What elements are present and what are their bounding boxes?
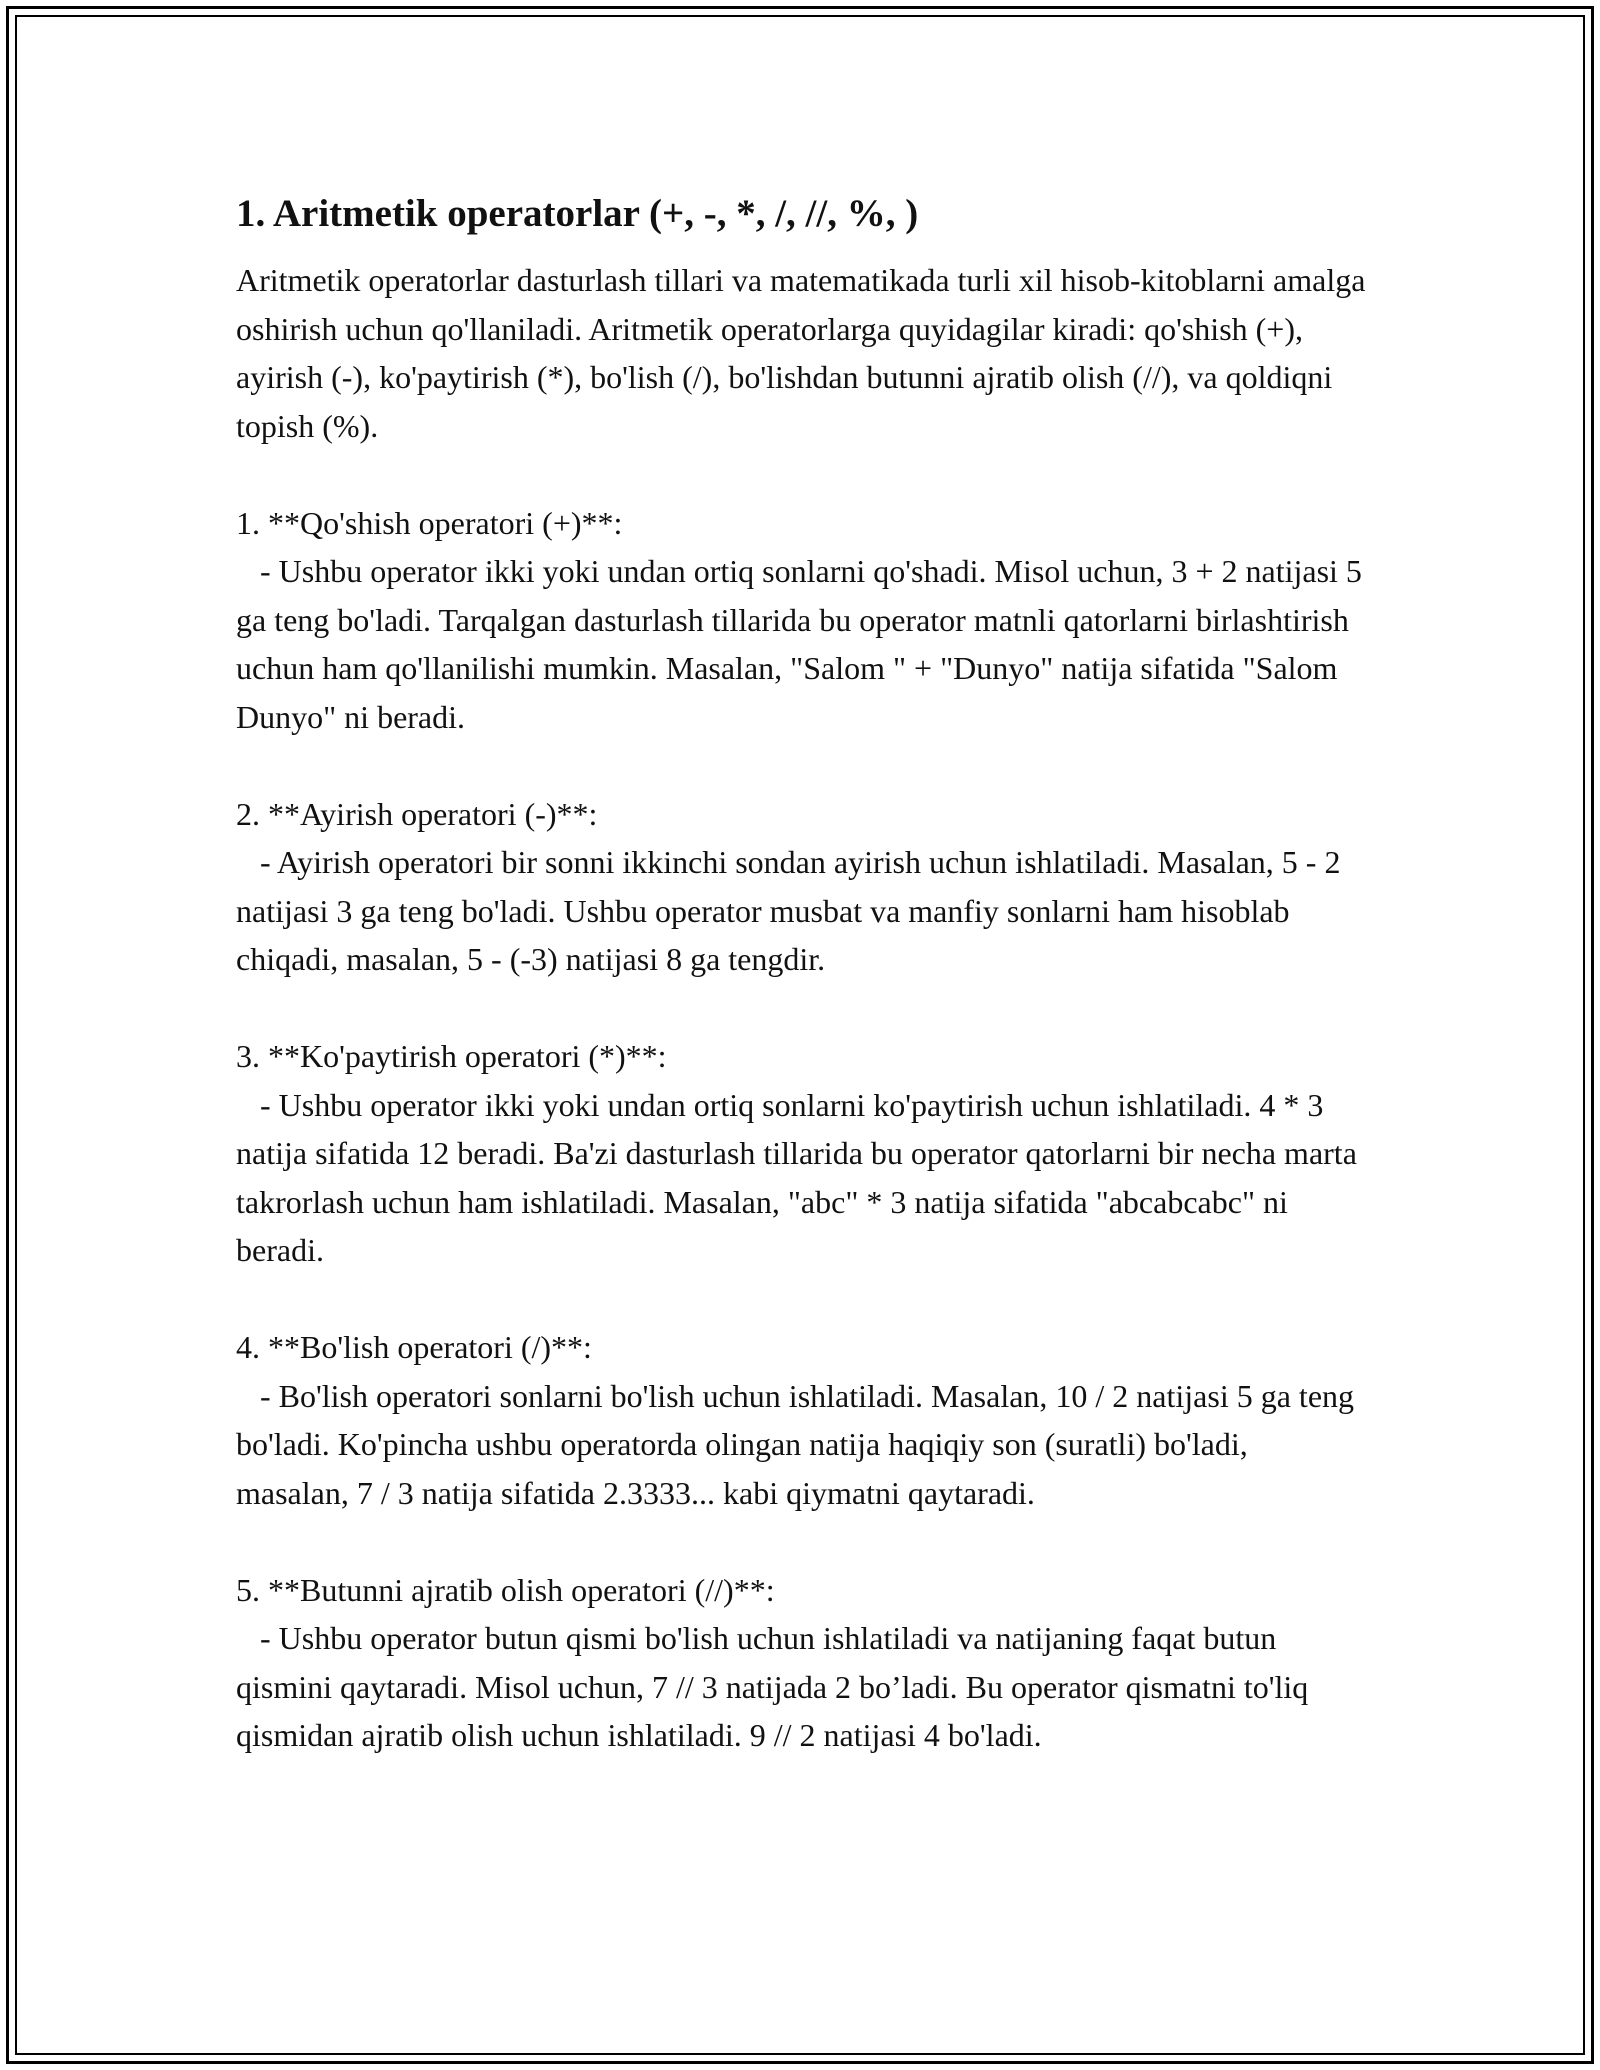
section-body: - Ushbu operator ikki yoki undan ortiq sonlarni qo'shadi. Misol uchun, 3 + 2 natijasi 5 ga teng bo'ladi. Tarqalgan dasturlash tillarida bu operator matnli qatorlarni birlashtirish uchun ham qo'llanilishi mumkin. Masalan, "Salom " + "Dunyo" natija sifatida "Salom Dunyo" ni beradi. — [236, 553, 1370, 735]
document-title: 1. Aritmetik operatorlar (+, -, *, /, //, %, ) — [236, 192, 919, 235]
section-title: 5. **Butunni ajratib olish operatori (//)**: — [236, 1571, 775, 1608]
section-floor-division — [236, 1566, 1366, 1760]
section-title: 1. **Qo'shish operatori (+)**: — [236, 504, 623, 541]
section-division — [236, 1323, 1366, 1517]
section-body: - Ushbu operator ikki yoki undan ortiq sonlarni ko'paytirish uchun ishlatiladi. 4 * 3 natija sifatida 12 beradi. Ba'zi dasturlash tillarida bu operator qatorlarni bir necha marta takrorlash uchun ham ishlatiladi. Masalan, "abc" * 3 natija sifatida "abcabcabc" ni beradi. — [236, 1086, 1365, 1268]
section-body: - Ushbu operator butun qismi bo'lish uchun ishlatiladi va natijaning faqat butun qismini qaytaradi. Misol uchun, 7 // 3 natijada 2 bo’ladi. Bu operator qismatni to'liq qismidan ajratib olish uchun ishlatiladi. 9 // 2 natijasi 4 bo'ladi. — [236, 1620, 1317, 1753]
section-title: 3. **Ko'paytirish operatori (*)**: — [236, 1038, 667, 1074]
section-subtraction — [236, 790, 1366, 984]
section-multiplication — [236, 1032, 1366, 1275]
section-body: - Bo'lish operatori sonlarni bo'lish uchun ishlatiladi. Masalan, 10 / 2 natijasi 5 ga teng bo'ladi. Ko'pincha ushbu operatorda olingan natija haqiqiy son (suratli) bo'ladi, masalan, 7 / 3 natija sifatida 2.3333... kabi qiymatni qaytaradi. — [236, 1377, 1363, 1511]
section-body: - Ayirish operatori bir sonni ikkinchi sondan ayirish uchun ishlatiladi. Masalan, 5 - 2 natijasi 3 ga teng bo'ladi. Ushbu operator musbat va manfiy sonlarni ham hisoblab chiqadi, masalan, 5 - (-3) natijasi 8 ga tengdir. — [236, 844, 1349, 977]
section-addition — [236, 499, 1370, 742]
section-title: 2. **Ayirish operatori (-)**: — [236, 795, 598, 832]
document-content — [236, 186, 1370, 1760]
intro-paragraph: Aritmetik operatorlar dasturlash tillari va matematikada turli xil hisob-kitoblarni amalga oshirish uchun qo'llaniladi. Aritmetik operatorlarga quyidagilar kiradi: qo'shish (+), ayirish (-), ko'paytirish (*), bo'lish (/), bo'lishdan butunni ajratib olish (//), va qoldiqni topish (%). — [236, 262, 1366, 444]
section-title: 4. **Bo'lish operatori (/)**: — [236, 1329, 592, 1365]
